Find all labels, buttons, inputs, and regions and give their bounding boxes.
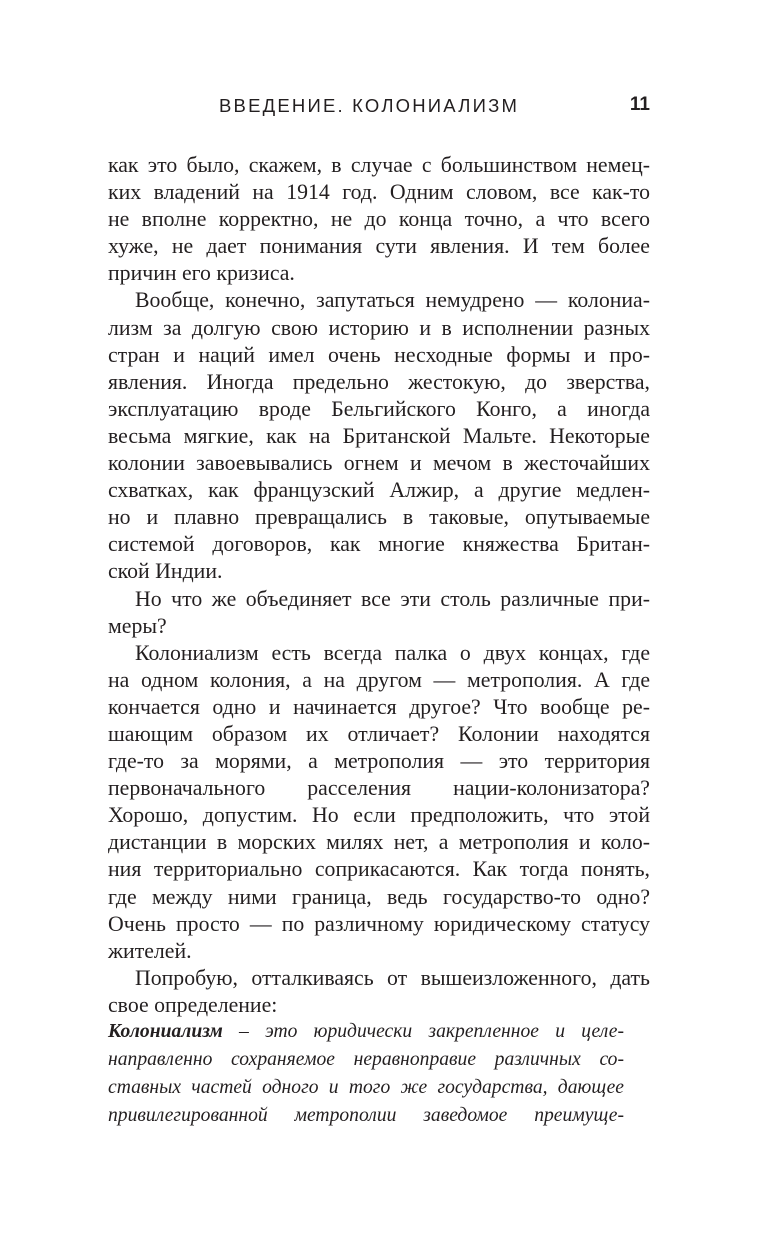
defined-term: Колониализм <box>108 1021 223 1042</box>
text-line: ния территориально соприкасаются. Как тогда понять, <box>108 857 650 882</box>
chapter-title: ВВЕДЕНИЕ. КОЛОНИАЛИЗМ <box>219 95 520 116</box>
text-line: меры? <box>108 613 167 638</box>
text-line: ких владений на 1914 год. Одним словом, все как-то <box>108 180 650 205</box>
definition-text: – это юридически закрепленное и целе- <box>222 1021 624 1042</box>
definition-line <box>108 1018 624 1046</box>
definition-line: направленно сохраняемое неравноправие различных со- <box>108 1049 624 1070</box>
text-line: свое определение: <box>108 992 278 1017</box>
body-text <box>108 152 650 1019</box>
text-line: схватках, как французский Алжир, а другие медлен- <box>108 478 650 503</box>
text-line: системой договоров, как многие княжества Британ- <box>108 532 650 557</box>
text-line: хуже, не дает понимания сути явления. И тем более <box>108 234 650 259</box>
text-line: стран и наций имел очень несходные формы и про- <box>108 342 650 367</box>
text-line: явления. Иногда предельно жестокую, до зверства, <box>108 369 650 394</box>
text-line: шающим образом их отличает? Колонии находятся <box>108 721 650 746</box>
text-line: колонии завоевывались огнем и мечом в жесточайших <box>108 451 650 476</box>
text-line: но и плавно превращались в таковые, опутываемые <box>108 505 650 530</box>
text-line: эксплуатацию вроде Бельгийского Конго, а иногда <box>108 396 650 421</box>
text-line: не вполне корректно, не до конца точно, а что всего <box>108 207 650 232</box>
text-line: ской Индии. <box>108 559 223 584</box>
text-line: первоначального расселения нации-колонизатора? <box>108 776 650 801</box>
text-line: Попробую, отталкиваясь от вышеизложенного, дать <box>135 965 650 990</box>
text-line: Вообще, конечно, запутаться немудрено — колониа- <box>135 288 650 313</box>
text-line: где-то за морями, а метрополия — это территория <box>108 749 650 774</box>
definition-line: ставных частей одного и того же государства, дающее <box>108 1077 624 1098</box>
text-line: Очень просто — по различному юридическому статусу <box>108 911 650 936</box>
text-line: причин его кризиса. <box>108 261 295 286</box>
text-line: на одном колония, а на другом — метрополия. А где <box>108 667 650 692</box>
text-line: лизм за долгую свою историю и в исполнении разных <box>108 315 650 340</box>
text-line: Хорошо, допустим. Но если предположить, что этой <box>108 803 650 828</box>
text-line: жителей. <box>108 938 192 963</box>
definition-line: привилегированной метрополии заведомое преимуще- <box>108 1105 624 1126</box>
text-line: Колониализм есть всегда палка о двух концах, где <box>135 640 650 665</box>
page-number: 11 <box>629 94 650 115</box>
text-line: где между ними граница, ведь государство-то одно? <box>108 884 650 909</box>
text-line: Но что же объединяет все эти столь различные при- <box>135 586 650 611</box>
text-line: кончается одно и начинается другое? Что вообще ре- <box>108 694 650 719</box>
text-line: дистанции в морских милях нет, а метрополия и коло- <box>108 830 650 855</box>
running-head <box>107 95 650 125</box>
definition-block <box>108 1018 624 1130</box>
text-line: как это было, скажем, в случае с большинством немец- <box>108 153 650 177</box>
text-line: весьма мягкие, как на Британской Мальте. Некоторые <box>108 423 650 448</box>
